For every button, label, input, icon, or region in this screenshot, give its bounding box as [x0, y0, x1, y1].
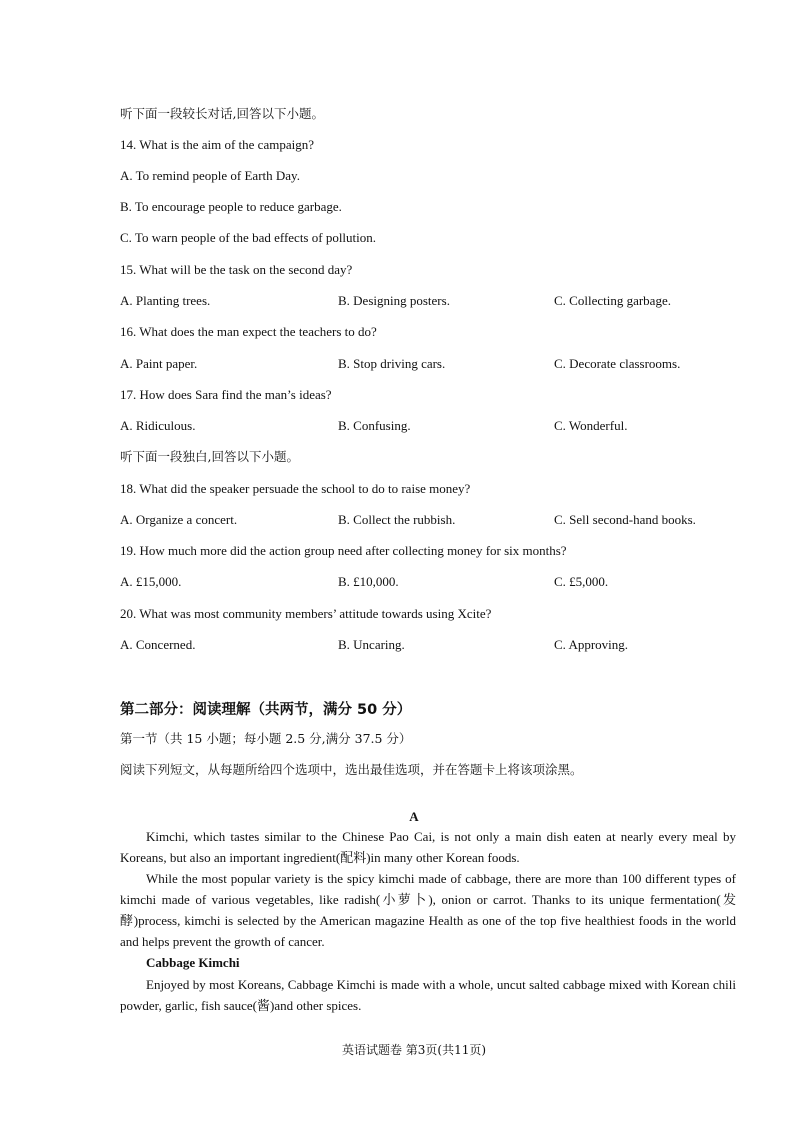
listening-instruction-2: 听下面一段独白,回答以下小题。: [120, 449, 299, 464]
question-17: 17. How does Sara find the man’s ideas?: [120, 387, 332, 402]
reading-subsection: 第一节（共 15 小题；每小题 2.5 分,满分 37.5 分）: [120, 731, 412, 746]
listening-instruction-1: 听下面一段较长对话,回答以下小题。: [120, 106, 324, 121]
q15-option-c: C. Collecting garbage.: [554, 293, 671, 308]
q18-option-c: C. Sell second-hand books.: [554, 512, 696, 527]
q15-option-a: A. Planting trees.: [120, 293, 211, 308]
q18-option-a: A. Organize a concert.: [120, 512, 238, 527]
q17-option-b: B. Confusing.: [338, 418, 411, 433]
passage-subheading: Cabbage Kimchi: [146, 955, 240, 970]
reading-instruction: 阅读下列短文，从每题所给四个选项中，选出最佳选项，并在答题卡上将该项涂黑。: [120, 762, 583, 777]
q19-option-c: C. £5,000.: [554, 574, 609, 589]
question-18: 18. What did the speaker persuade the school to do to raise money?: [120, 481, 471, 496]
passage-label: A: [409, 809, 419, 824]
question-19: 19. How much more did the action group need after collecting money for six months?: [120, 543, 567, 558]
q18-option-b: B. Collect the rubbish.: [338, 512, 456, 527]
q17-options: [120, 418, 740, 434]
q15-options: [120, 293, 740, 309]
page-footer: 英语试题卷 第3页(共11页): [341, 1043, 487, 1057]
q17-option-a: A. Ridiculous.: [120, 418, 196, 433]
q14-option-a: A. To remind people of Earth Day.: [120, 168, 300, 183]
question-20: 20. What was most community members’ attitude towards using Xcite?: [120, 606, 492, 621]
q19-option-a: A. £15,000.: [120, 574, 182, 589]
q19-option-b: B. £10,000.: [338, 574, 399, 589]
q14-option-b: B. To encourage people to reduce garbage.: [120, 199, 342, 214]
passage-paragraph-3: Enjoyed by most Koreans, Cabbage Kimchi is made with a whole, uncut salted cabbage mixed with Korean chili powder, garlic, fish sauce(酱)and other spices.: [120, 977, 736, 1013]
q16-option-c: C. Decorate classrooms.: [554, 356, 681, 371]
question-14: 14. What is the aim of the campaign?: [120, 137, 314, 152]
question-16: 16. What does the man expect the teachers to do?: [120, 324, 377, 339]
q18-options: [120, 512, 740, 528]
passage-paragraph-2: While the most popular variety is the spicy kimchi made of cabbage, there are more than 100 different types of kimchi made of various vegetables, like radish(小萝卜), onion or carrot. Thanks to its unique fermentation(发酵)process, kimchi is selected by the American magazine Health as one of the top five healthiest foods in the world and helps prevent the growth of cancer.: [120, 871, 736, 949]
q20-option-b: B. Uncaring.: [338, 637, 405, 652]
q16-option-b: B. Stop driving cars.: [338, 356, 446, 371]
q16-option-a: A. Paint paper.: [120, 356, 198, 371]
reading-section-title: 第二部分：阅读理解（共两节，满分 50 分）: [120, 702, 412, 718]
q20-option-a: A. Concerned.: [120, 637, 196, 652]
q20-options: [120, 637, 740, 653]
q15-option-b: B. Designing posters.: [338, 293, 450, 308]
q17-option-c: C. Wonderful.: [554, 418, 628, 433]
q16-options: [120, 356, 740, 372]
q14-option-c: C. To warn people of the bad effects of pollution.: [120, 230, 377, 245]
q20-option-c: C. Approving.: [554, 637, 629, 652]
passage-paragraph-1: Kimchi, which tastes similar to the Chinese Pao Cai, is not only a main dish eaten at nearly every meal by Koreans, but also an important ingredient(配料)in many other Korean foods.: [120, 829, 736, 865]
question-15: 15. What will be the task on the second day?: [120, 262, 353, 277]
q19-options: [120, 574, 740, 590]
